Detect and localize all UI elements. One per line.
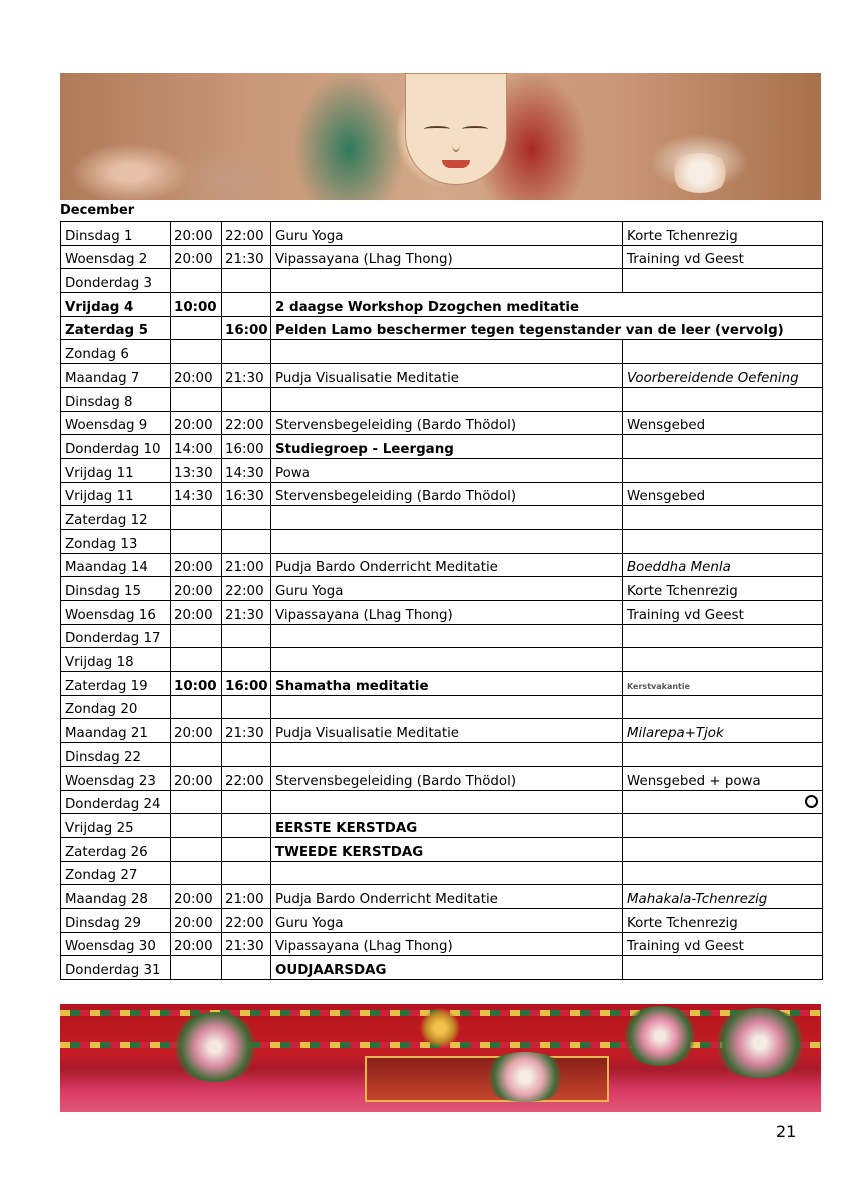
table-row xyxy=(61,672,823,696)
table-row xyxy=(61,766,823,790)
start-time-cell: 20:00 xyxy=(171,364,222,388)
schedule-table xyxy=(60,221,823,980)
flower-bouquet-decoration xyxy=(710,1008,810,1078)
start-time-cell xyxy=(171,269,222,293)
table-row xyxy=(61,932,823,956)
activity-cell: 2 daagse Workshop Dzogchen meditatie xyxy=(271,293,823,317)
end-time-cell xyxy=(222,790,271,814)
start-time-cell: 20:00 xyxy=(171,553,222,577)
note-cell xyxy=(623,695,823,719)
activity-cell: Guru Yoga xyxy=(271,222,623,246)
table-row xyxy=(61,387,823,411)
table-row xyxy=(61,956,823,980)
start-time-cell: 20:00 xyxy=(171,601,222,625)
table-row xyxy=(61,553,823,577)
end-time-cell xyxy=(222,340,271,364)
note-cell: Kerstvakantie xyxy=(623,672,823,696)
note-cell: Wensgebed xyxy=(623,482,823,506)
end-time-cell: 16:00 xyxy=(222,316,271,340)
start-time-cell: 10:00 xyxy=(171,672,222,696)
day-cell: Dinsdag 1 xyxy=(61,222,171,246)
end-time-cell xyxy=(222,956,271,980)
start-time-cell xyxy=(171,790,222,814)
start-time-cell: 20:00 xyxy=(171,245,222,269)
end-time-cell: 21:30 xyxy=(222,932,271,956)
day-cell: Donderdag 17 xyxy=(61,624,171,648)
end-time-cell: 21:00 xyxy=(222,553,271,577)
note-cell xyxy=(623,435,823,459)
table-row xyxy=(61,293,823,317)
note-cell xyxy=(623,387,823,411)
activity-cell: Shamatha meditatie xyxy=(271,672,623,696)
end-time-cell: 22:00 xyxy=(222,908,271,932)
table-row xyxy=(61,458,823,482)
table-row xyxy=(61,222,823,246)
start-time-cell xyxy=(171,837,222,861)
start-time-cell: 20:00 xyxy=(171,222,222,246)
note-cell xyxy=(623,648,823,672)
activity-cell xyxy=(271,861,623,885)
end-time-cell: 21:30 xyxy=(222,719,271,743)
end-time-cell: 22:00 xyxy=(222,411,271,435)
start-time-cell xyxy=(171,814,222,838)
start-time-cell xyxy=(171,956,222,980)
month-heading: December xyxy=(60,203,135,218)
day-cell: Woensdag 30 xyxy=(61,932,171,956)
activity-cell: Vipassayana (Lhag Thong) xyxy=(271,601,623,625)
day-cell: Vrijdag 11 xyxy=(61,482,171,506)
table-row xyxy=(61,743,823,767)
start-time-cell xyxy=(171,340,222,364)
start-time-cell: 20:00 xyxy=(171,766,222,790)
day-cell: Woensdag 16 xyxy=(61,601,171,625)
activity-cell: Studiegroep - Leergang xyxy=(271,435,623,459)
note-cell xyxy=(623,956,823,980)
end-time-cell xyxy=(222,743,271,767)
day-cell: Zaterdag 26 xyxy=(61,837,171,861)
day-cell: Maandag 28 xyxy=(61,885,171,909)
table-row xyxy=(61,506,823,530)
activity-cell xyxy=(271,648,623,672)
activity-cell: EERSTE KERSTDAG xyxy=(271,814,623,838)
day-cell: Zaterdag 5 xyxy=(61,316,171,340)
table-row xyxy=(61,529,823,553)
table-row xyxy=(61,411,823,435)
start-time-cell xyxy=(171,529,222,553)
day-cell: Donderdag 3 xyxy=(61,269,171,293)
activity-cell: OUDJAARSDAG xyxy=(271,956,623,980)
end-time-cell xyxy=(222,648,271,672)
lotus-flower-decoration xyxy=(670,153,730,193)
activity-cell: Powa xyxy=(271,458,623,482)
note-cell xyxy=(623,790,823,814)
end-time-cell: 21:30 xyxy=(222,245,271,269)
page-number: 21 xyxy=(776,1122,797,1141)
end-time-cell: 22:00 xyxy=(222,766,271,790)
end-time-cell xyxy=(222,293,271,317)
note-cell: Voorbereidende Oefening xyxy=(623,364,823,388)
day-cell: Dinsdag 22 xyxy=(61,743,171,767)
activity-cell: Vipassayana (Lhag Thong) xyxy=(271,932,623,956)
table-row xyxy=(61,435,823,459)
activity-cell: Pelden Lamo beschermer tegen tegenstander van de leer (vervolg) xyxy=(271,316,823,340)
note-cell xyxy=(623,624,823,648)
day-cell: Donderdag 10 xyxy=(61,435,171,459)
table-row xyxy=(61,577,823,601)
table-row xyxy=(61,695,823,719)
end-time-cell xyxy=(222,529,271,553)
table-row xyxy=(61,861,823,885)
activity-cell xyxy=(271,743,623,767)
day-cell: Donderdag 24 xyxy=(61,790,171,814)
day-cell: Zondag 6 xyxy=(61,340,171,364)
note-cell: Korte Tchenrezig xyxy=(623,222,823,246)
note-cell xyxy=(623,837,823,861)
day-cell: Maandag 21 xyxy=(61,719,171,743)
start-time-cell xyxy=(171,506,222,530)
start-time-cell: 13:30 xyxy=(171,458,222,482)
day-cell: Zondag 13 xyxy=(61,529,171,553)
day-cell: Maandag 14 xyxy=(61,553,171,577)
end-time-cell xyxy=(222,861,271,885)
note-cell: Milarepa+Tjok xyxy=(623,719,823,743)
activity-cell: Stervensbegeleiding (Bardo Thödol) xyxy=(271,411,623,435)
golden-ornament-decoration xyxy=(420,1008,460,1048)
end-time-cell: 16:00 xyxy=(222,435,271,459)
activity-cell: Guru Yoga xyxy=(271,577,623,601)
day-cell: Zondag 27 xyxy=(61,861,171,885)
buddha-face-illustration xyxy=(405,73,507,185)
day-cell: Vrijdag 11 xyxy=(61,458,171,482)
end-time-cell xyxy=(222,814,271,838)
activity-cell: Pudja Bardo Onderricht Meditatie xyxy=(271,553,623,577)
day-cell: Zaterdag 19 xyxy=(61,672,171,696)
activity-cell xyxy=(271,387,623,411)
table-row xyxy=(61,245,823,269)
day-cell: Maandag 7 xyxy=(61,364,171,388)
note-cell xyxy=(623,506,823,530)
table-row xyxy=(61,482,823,506)
table-row xyxy=(61,269,823,293)
day-cell: Zondag 20 xyxy=(61,695,171,719)
header-banner-image xyxy=(60,73,821,200)
note-cell xyxy=(623,814,823,838)
start-time-cell: 20:00 xyxy=(171,908,222,932)
table-row xyxy=(61,316,823,340)
activity-cell: Pudja Visualisatie Meditatie xyxy=(271,364,623,388)
flower-decoration xyxy=(70,143,190,200)
day-cell: Dinsdag 29 xyxy=(61,908,171,932)
start-time-cell: 14:00 xyxy=(171,435,222,459)
table-row xyxy=(61,885,823,909)
start-time-cell xyxy=(171,861,222,885)
note-cell xyxy=(623,340,823,364)
table-row xyxy=(61,340,823,364)
note-cell: Wensgebed xyxy=(623,411,823,435)
day-cell: Vrijdag 25 xyxy=(61,814,171,838)
activity-cell xyxy=(271,506,623,530)
note-cell: Boeddha Menla xyxy=(623,553,823,577)
note-cell xyxy=(623,529,823,553)
start-time-cell xyxy=(171,743,222,767)
end-time-cell: 22:00 xyxy=(222,222,271,246)
note-cell: Training vd Geest xyxy=(623,601,823,625)
start-time-cell: 10:00 xyxy=(171,293,222,317)
end-time-cell: 21:00 xyxy=(222,885,271,909)
note-cell xyxy=(623,743,823,767)
start-time-cell: 20:00 xyxy=(171,411,222,435)
end-time-cell: 22:00 xyxy=(222,577,271,601)
table-row xyxy=(61,648,823,672)
table-row xyxy=(61,814,823,838)
activity-cell: Stervensbegeleiding (Bardo Thödol) xyxy=(271,482,623,506)
activity-cell xyxy=(271,624,623,648)
start-time-cell xyxy=(171,624,222,648)
day-cell: Dinsdag 15 xyxy=(61,577,171,601)
end-time-cell xyxy=(222,624,271,648)
start-time-cell xyxy=(171,387,222,411)
start-time-cell: 20:00 xyxy=(171,577,222,601)
table-row xyxy=(61,364,823,388)
start-time-cell xyxy=(171,695,222,719)
activity-cell: Pudja Bardo Onderricht Meditatie xyxy=(271,885,623,909)
activity-cell xyxy=(271,269,623,293)
activity-cell xyxy=(271,340,623,364)
end-time-cell: 16:30 xyxy=(222,482,271,506)
end-time-cell: 21:30 xyxy=(222,364,271,388)
table-row xyxy=(61,624,823,648)
note-cell: Korte Tchenrezig xyxy=(623,908,823,932)
activity-cell: Guru Yoga xyxy=(271,908,623,932)
end-time-cell xyxy=(222,837,271,861)
activity-cell xyxy=(271,790,623,814)
day-cell: Vrijdag 18 xyxy=(61,648,171,672)
day-cell: Woensdag 23 xyxy=(61,766,171,790)
footer-banner-image xyxy=(60,1004,821,1112)
note-cell xyxy=(623,861,823,885)
day-cell: Donderdag 31 xyxy=(61,956,171,980)
day-cell: Vrijdag 4 xyxy=(61,293,171,317)
flower-bouquet-decoration xyxy=(620,1006,700,1066)
flower-bouquet-decoration xyxy=(480,1052,570,1102)
start-time-cell: 20:00 xyxy=(171,719,222,743)
end-time-cell: 21:30 xyxy=(222,601,271,625)
day-cell: Dinsdag 8 xyxy=(61,387,171,411)
note-cell: Training vd Geest xyxy=(623,245,823,269)
table-row xyxy=(61,908,823,932)
end-time-cell xyxy=(222,387,271,411)
start-time-cell xyxy=(171,648,222,672)
start-time-cell xyxy=(171,316,222,340)
table-row xyxy=(61,601,823,625)
table-row xyxy=(61,719,823,743)
end-time-cell xyxy=(222,506,271,530)
note-cell xyxy=(623,458,823,482)
activity-cell xyxy=(271,695,623,719)
note-cell: Mahakala-Tchenrezig xyxy=(623,885,823,909)
note-cell: Wensgebed + powa xyxy=(623,766,823,790)
activity-cell: Pudja Visualisatie Meditatie xyxy=(271,719,623,743)
table-row xyxy=(61,837,823,861)
end-time-cell: 14:30 xyxy=(222,458,271,482)
full-moon-icon xyxy=(805,795,818,808)
end-time-cell: 16:00 xyxy=(222,672,271,696)
activity-cell: Stervensbegeleiding (Bardo Thödol) xyxy=(271,766,623,790)
note-cell xyxy=(623,269,823,293)
note-cell: Korte Tchenrezig xyxy=(623,577,823,601)
end-time-cell xyxy=(222,695,271,719)
day-cell: Woensdag 2 xyxy=(61,245,171,269)
start-time-cell: 20:00 xyxy=(171,885,222,909)
start-time-cell: 14:30 xyxy=(171,482,222,506)
end-time-cell xyxy=(222,269,271,293)
flower-bouquet-decoration xyxy=(170,1012,260,1082)
day-cell: Zaterdag 12 xyxy=(61,506,171,530)
day-cell: Woensdag 9 xyxy=(61,411,171,435)
activity-cell: Vipassayana (Lhag Thong) xyxy=(271,245,623,269)
table-row xyxy=(61,790,823,814)
note-cell: Training vd Geest xyxy=(623,932,823,956)
start-time-cell: 20:00 xyxy=(171,932,222,956)
activity-cell: TWEEDE KERSTDAG xyxy=(271,837,623,861)
activity-cell xyxy=(271,529,623,553)
